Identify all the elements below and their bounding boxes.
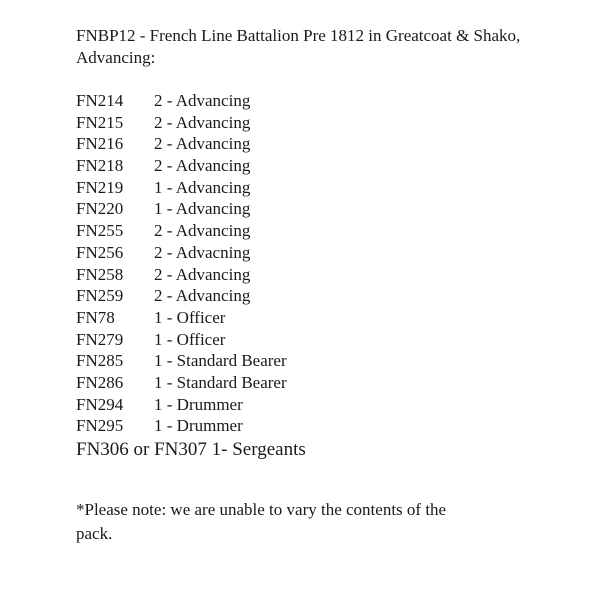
item-desc: 1 - Advancing <box>154 199 251 219</box>
item-code: FN220 <box>76 199 124 219</box>
item-code: FN215 <box>76 112 124 132</box>
list-item <box>76 242 287 264</box>
item-code: FN78 <box>76 307 115 327</box>
item-desc: 2 - Advancing <box>154 134 251 154</box>
item-code: FN258 <box>76 264 124 284</box>
list-item <box>76 220 287 242</box>
list-item <box>76 285 287 307</box>
list-item <box>76 133 287 155</box>
item-desc: 2 - Advancing <box>154 112 251 132</box>
item-desc: 2 - Advancing <box>154 264 251 284</box>
item-code: FN256 <box>76 242 124 262</box>
item-desc: 2 - Advancing <box>154 221 251 241</box>
item-code: FN218 <box>76 156 124 176</box>
item-desc: 1 - Drummer <box>154 416 243 436</box>
list-item <box>76 307 287 329</box>
item-code: FN279 <box>76 329 124 349</box>
item-code: FN294 <box>76 394 124 414</box>
item-desc: 2 - Advancing <box>154 286 251 306</box>
item-desc: 1 - Standard Bearer <box>154 372 287 392</box>
item-desc: 2 - Advancing <box>154 156 251 176</box>
pack-note: *Please note: we are unable to vary the contents of the pack. <box>76 500 447 543</box>
item-list <box>76 90 287 437</box>
list-item <box>76 155 287 177</box>
list-item <box>76 198 287 220</box>
item-desc: 2 - Advacning <box>154 242 251 262</box>
item-desc: 1 - Advancing <box>154 177 251 197</box>
item-code: FN214 <box>76 91 124 110</box>
item-code: FN216 <box>76 134 124 154</box>
list-item <box>76 90 287 112</box>
item-code: FN219 <box>76 177 124 197</box>
list-item <box>76 177 287 199</box>
list-item <box>76 329 287 351</box>
item-code: FN286 <box>76 372 124 392</box>
list-item <box>76 372 287 394</box>
item-desc: 2 - Advancing <box>154 91 251 110</box>
item-desc: 1 - Officer <box>154 329 226 349</box>
list-item <box>76 112 287 134</box>
item-code: FN255 <box>76 221 124 241</box>
item-code: FN295 <box>76 416 124 436</box>
item-desc: 1 - Drummer <box>154 394 243 414</box>
item-desc: 1 - Officer <box>154 307 226 327</box>
item-code: FN259 <box>76 286 124 306</box>
sergeants-line: FN306 or FN307 1- Sergeants <box>76 439 306 460</box>
list-item <box>76 264 287 286</box>
list-item <box>76 350 287 372</box>
item-code: FN285 <box>76 351 124 371</box>
list-item <box>76 415 287 437</box>
pack-title: FNBP12 - French Line Battalion Pre 1812 in Greatcoat & Shako, Advancing: <box>76 26 521 67</box>
list-item <box>76 394 287 416</box>
item-desc: 1 - Standard Bearer <box>154 351 287 371</box>
